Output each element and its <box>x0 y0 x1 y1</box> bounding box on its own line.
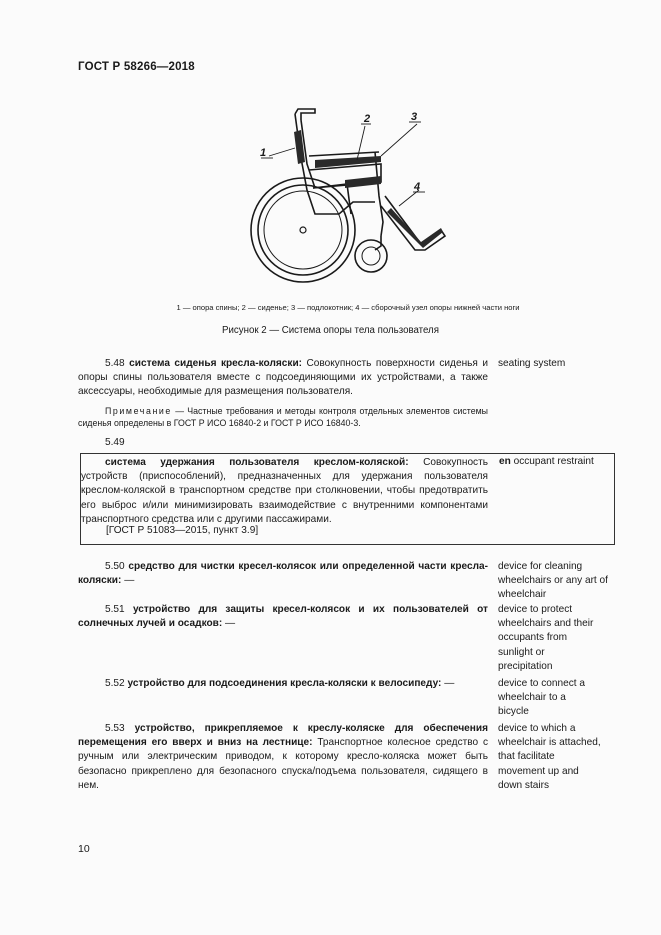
legrest-pad <box>387 208 443 248</box>
callout-2: 2 <box>364 113 371 125</box>
term-5-53 <box>78 722 488 793</box>
term-title: устройство для подсоединения кресла-коляски к велосипеду: <box>127 678 442 689</box>
term-definition: — <box>444 678 455 689</box>
callout-4: 4 <box>414 181 421 193</box>
english-5-48: seating system <box>498 358 566 369</box>
term-title: устройство, прикрепляемое к креслу-коляске для обеспечения перемещения его вверх и вниз на лестнице: <box>78 723 488 749</box>
term-number: 5.48 <box>105 358 125 369</box>
english-5-51: device to protect wheelchairs and their occupants from sunlight or precipitation <box>498 604 594 672</box>
term-number: 5.50 <box>105 561 125 572</box>
english-5-52: device to connect a wheelchair to a bicycle <box>498 678 585 718</box>
callout-3: 3 <box>411 111 418 123</box>
term-5-50 <box>78 560 488 588</box>
term-title: средство для чистки кресел-колясок или определенной части кресла-коляски: <box>78 561 488 587</box>
term-reference: [ГОСТ Р 51083—2015, пункт 3.9] <box>106 525 259 536</box>
armrest-frame <box>309 152 379 156</box>
figure-caption: Рисунок 2 — Система опоры тела пользователя <box>222 325 439 336</box>
rear-wheel-rim <box>258 185 348 275</box>
term-number: 5.52 <box>105 678 125 689</box>
note-label: Примечание <box>105 406 172 416</box>
rear-wheel-outer <box>251 178 355 282</box>
armrest-pad <box>345 176 381 188</box>
term-5-51 <box>78 603 488 631</box>
english-5-50: device for cleaning wheelchairs or any art of wheelchair <box>498 561 608 601</box>
rear-wheel-inner <box>264 191 342 269</box>
callout-1: 1 <box>260 147 267 159</box>
term-5-49-number: 5.49 <box>105 437 125 448</box>
term-definition: Транспортное колесное средство с ручным или электрическим приводом, к которому кресло-коляска может быть безопасно прикреплено для безопасного спуска/подъема пользователя, сидящего в нем. <box>78 737 489 791</box>
term-5-48 <box>78 357 488 400</box>
term-number: 5.53 <box>105 723 125 734</box>
caster-wheel <box>355 240 387 272</box>
wheelchair-figure <box>235 98 465 288</box>
note-text: — Частные требования и методы контроля отдельных элементов системы сиденья определены в ГОСТ Р ИСО 16840-2 и ГОСТ Р ИСО 16840-3. <box>78 406 488 429</box>
term-definition: Совокупность поверхности сиденья и опоры спины пользователя вместе с подсоединяющими их устройствами, а также аксессуары, необходимые для размещения пользователя. <box>78 358 488 398</box>
push-handle <box>295 109 315 120</box>
standard-header: ГОСТ Р 58266—2018 <box>78 61 195 73</box>
term-title: система сиденья кресла-коляски: <box>129 358 303 369</box>
term-5-49-box <box>80 453 615 545</box>
english-5-53: device to which a wheelchair is attached, that facilitate movement up and down stairs <box>498 723 601 791</box>
note-5-48 <box>78 405 488 430</box>
term-5-49 <box>81 456 488 527</box>
term-definition: — <box>124 575 135 587</box>
english-5-49 <box>499 456 594 467</box>
term-5-52 <box>78 677 488 691</box>
legrest-frame <box>381 196 445 250</box>
language-code: en <box>499 456 511 467</box>
term-definition: Совокупность устройств (приспособлений), предназначенных для удержания пользователя креслом-коляской в транспортном средстве при столкновении, чтобы предотвратить его выброс и/или минимизировать взаимодействие с внутренними компонентами транспортного средства или с другими пассажирами. <box>81 457 488 525</box>
term-title: система удержания пользователя креслом-коляской: <box>105 457 409 468</box>
term-title: устройство для защиты кресел-колясок и их пользователей от солнечных лучей и осадков: <box>78 604 488 630</box>
rear-wheel-hub <box>300 227 306 233</box>
term-number: 5.51 <box>105 604 125 615</box>
term-definition: — <box>225 618 236 630</box>
page-number: 10 <box>78 843 90 855</box>
english-term: occupant restraint <box>513 456 594 467</box>
figure-legend: 1 — опора спины; 2 — сиденье; 3 — подлокотник; 4 — сборочный узел опоры нижней части ноги <box>176 303 520 312</box>
